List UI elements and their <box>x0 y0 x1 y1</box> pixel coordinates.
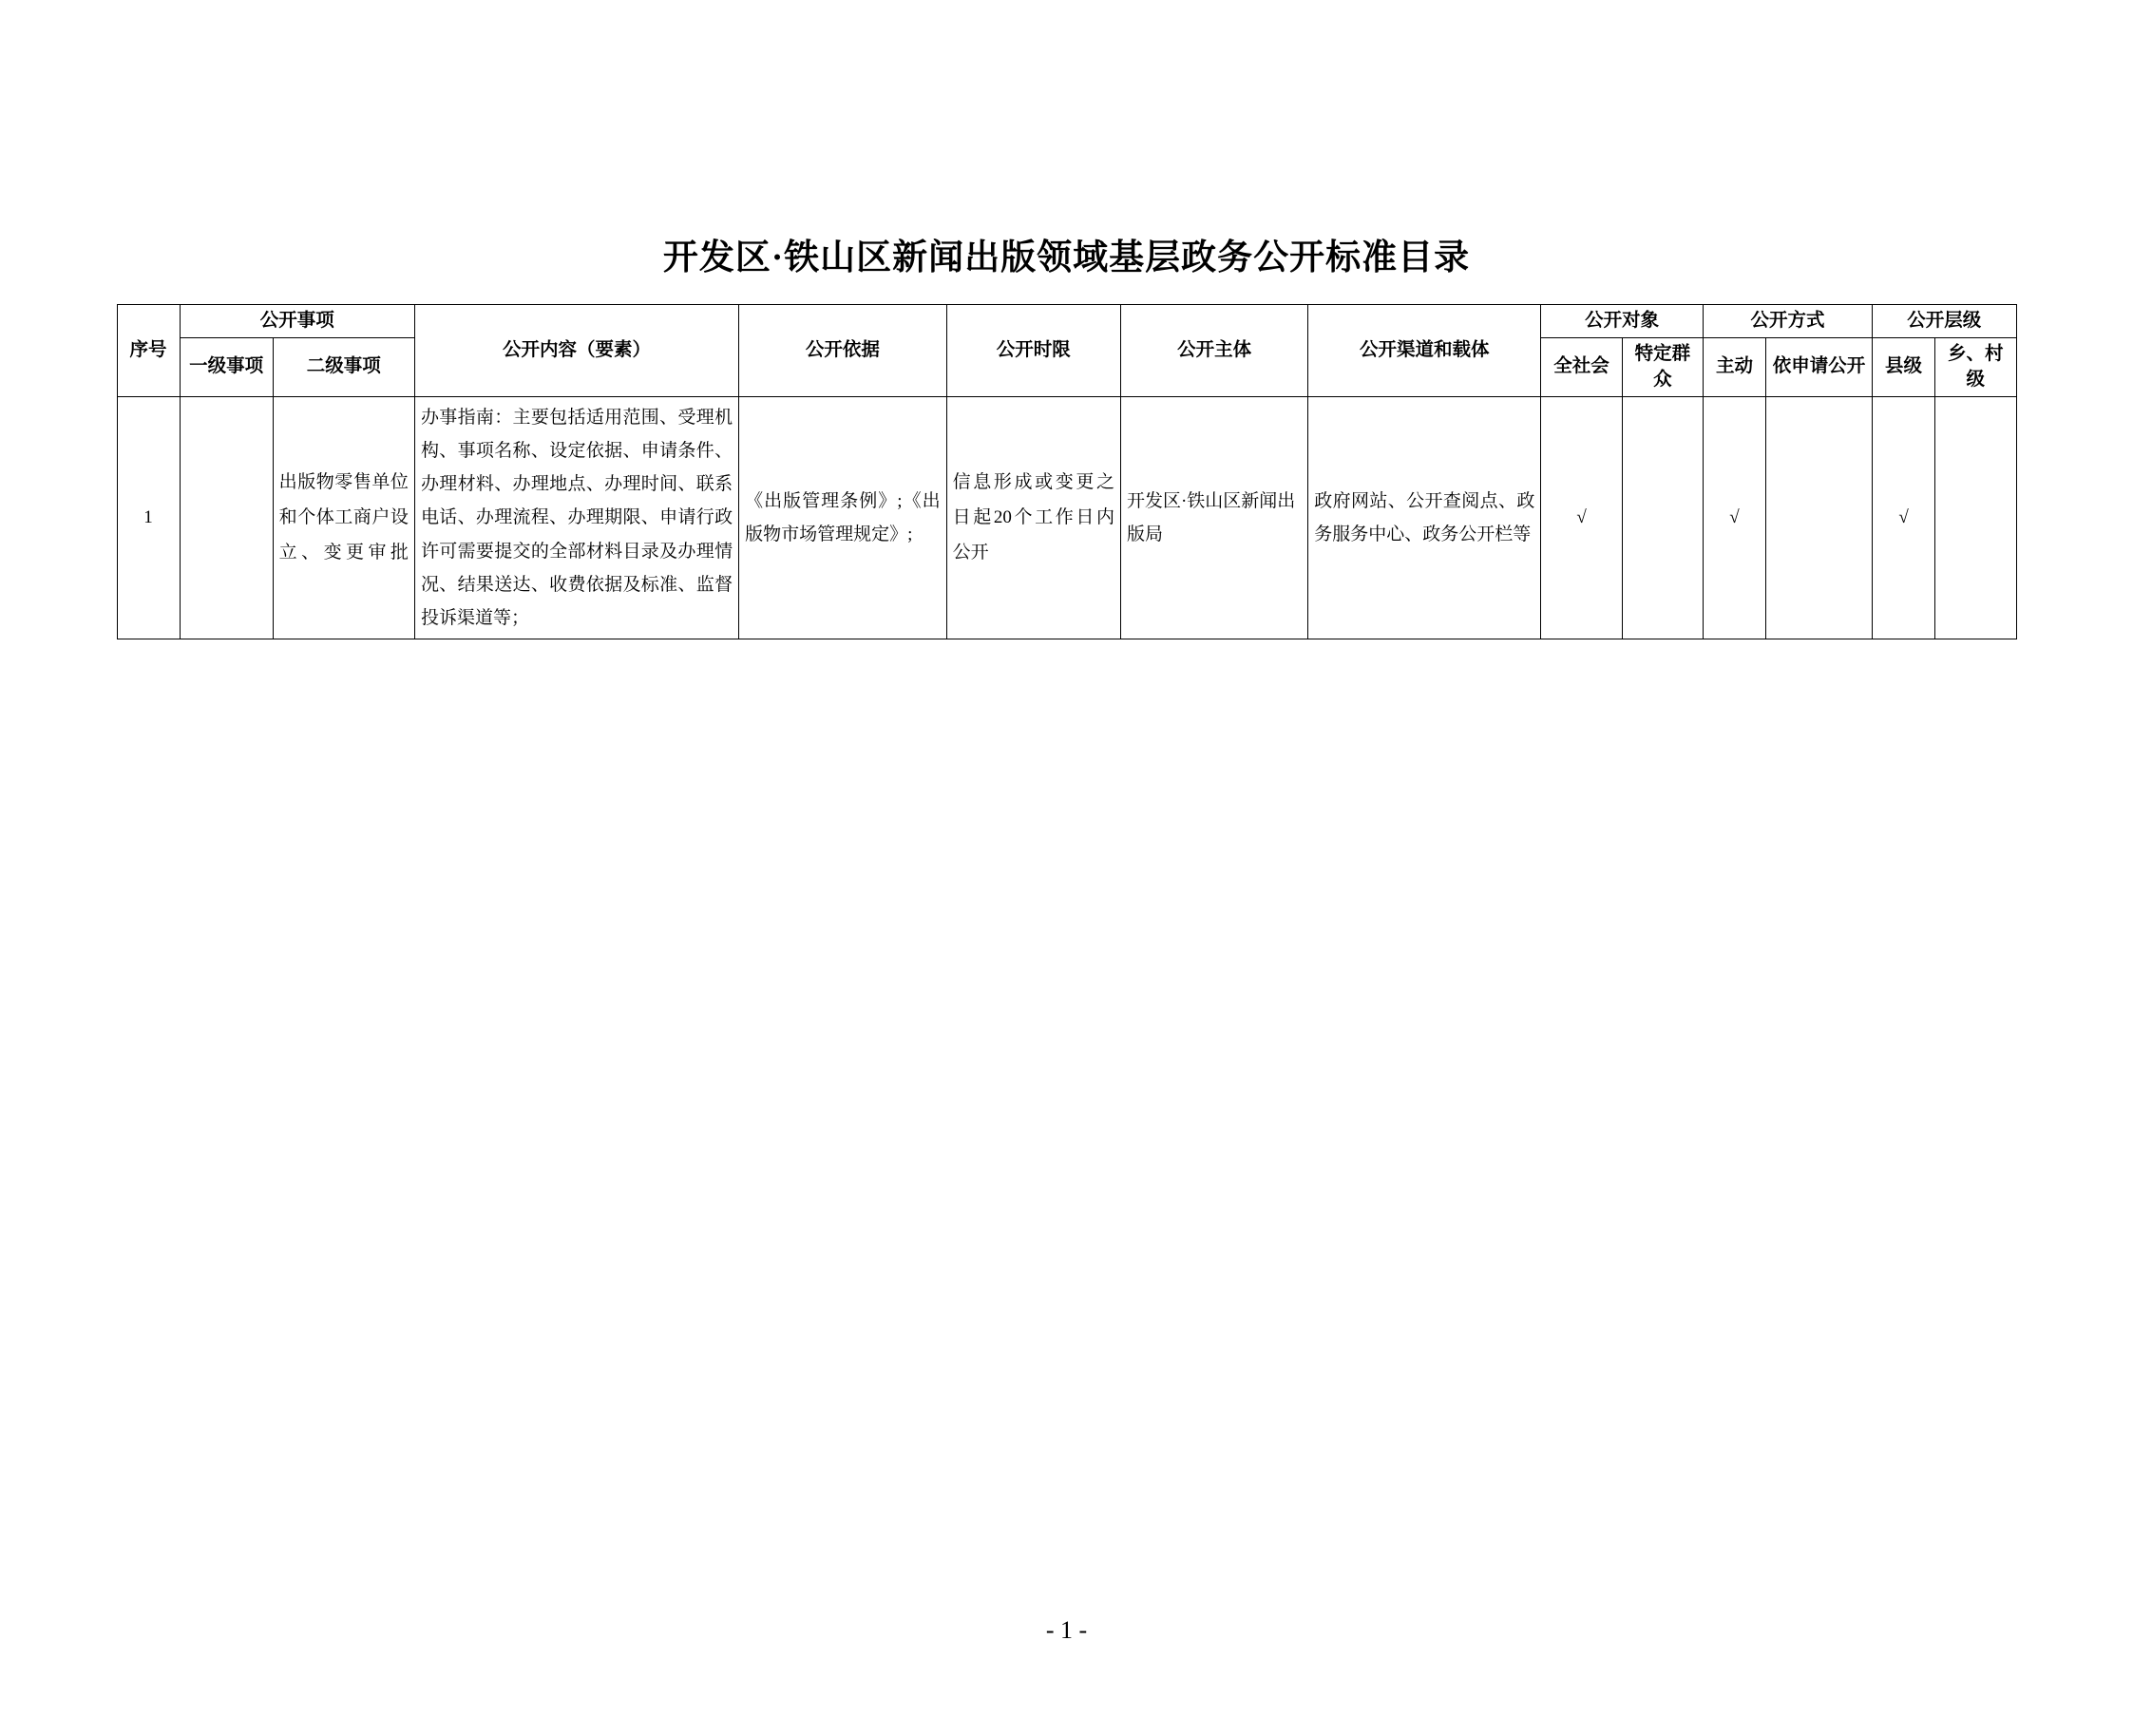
header-level-town: 乡、村级 <box>1935 338 2016 397</box>
header-object-group: 公开对象 <box>1541 305 1704 338</box>
header-level-group: 公开层级 <box>1873 305 2016 338</box>
cell-level-county: √ <box>1873 396 1935 639</box>
table-header <box>117 305 2016 397</box>
header-level1: 一级事项 <box>180 338 273 397</box>
header-level-county: 县级 <box>1873 338 1935 397</box>
cell-basis: 《出版管理条例》;《出版物市场管理规定》; <box>739 396 947 639</box>
cell-level1 <box>180 396 273 639</box>
cell-object-specific <box>1622 396 1703 639</box>
header-matter-group: 公开事项 <box>180 305 414 338</box>
header-level2: 二级事项 <box>273 338 414 397</box>
table-header-row-1 <box>117 305 2016 338</box>
header-seq: 序号 <box>117 305 180 397</box>
cell-object-all: √ <box>1541 396 1622 639</box>
cell-channel: 政府网站、公开查阅点、政务服务中心、政务公开栏等 <box>1308 396 1541 639</box>
header-channel: 公开渠道和载体 <box>1308 305 1541 397</box>
cell-way-request <box>1766 396 1873 639</box>
header-way-request: 依申请公开 <box>1766 338 1873 397</box>
table-row <box>117 396 2016 639</box>
header-object-specific: 特定群众 <box>1622 338 1703 397</box>
table-body <box>117 396 2016 639</box>
page-number: - 1 - <box>1045 1616 1088 1644</box>
cell-content: 办事指南：主要包括适用范围、受理机构、事项名称、设定依据、申请条件、办理材料、办理地点、办理时间、联系电话、办理流程、办理期限、申请行政许可需要提交的全部材料目录及办理情况、结果送达、收费依据及标准、监督投诉渠道等； <box>414 396 738 639</box>
cell-deadline: 信息形成或变更之日起20个工作日内公开 <box>946 396 1120 639</box>
standard-catalog-table <box>117 304 2017 639</box>
cell-level2: 出版物零售单位和个体工商户设立、变更审批 <box>273 396 414 639</box>
header-deadline: 公开时限 <box>946 305 1120 397</box>
cell-way-active: √ <box>1703 396 1765 639</box>
page-title: 开发区·铁山区新闻出版领域基层政务公开标准目录 <box>662 238 1471 277</box>
document-page <box>0 228 2133 1736</box>
cell-seq: 1 <box>117 396 180 639</box>
header-subject: 公开主体 <box>1120 305 1307 397</box>
header-way-active: 主动 <box>1703 338 1765 397</box>
cell-level-town <box>1935 396 2016 639</box>
header-way-group: 公开方式 <box>1703 305 1872 338</box>
header-basis: 公开依据 <box>739 305 947 397</box>
header-object-all: 全社会 <box>1541 338 1622 397</box>
cell-subject: 开发区·铁山区新闻出版局 <box>1120 396 1307 639</box>
header-content: 公开内容（要素） <box>414 305 738 397</box>
